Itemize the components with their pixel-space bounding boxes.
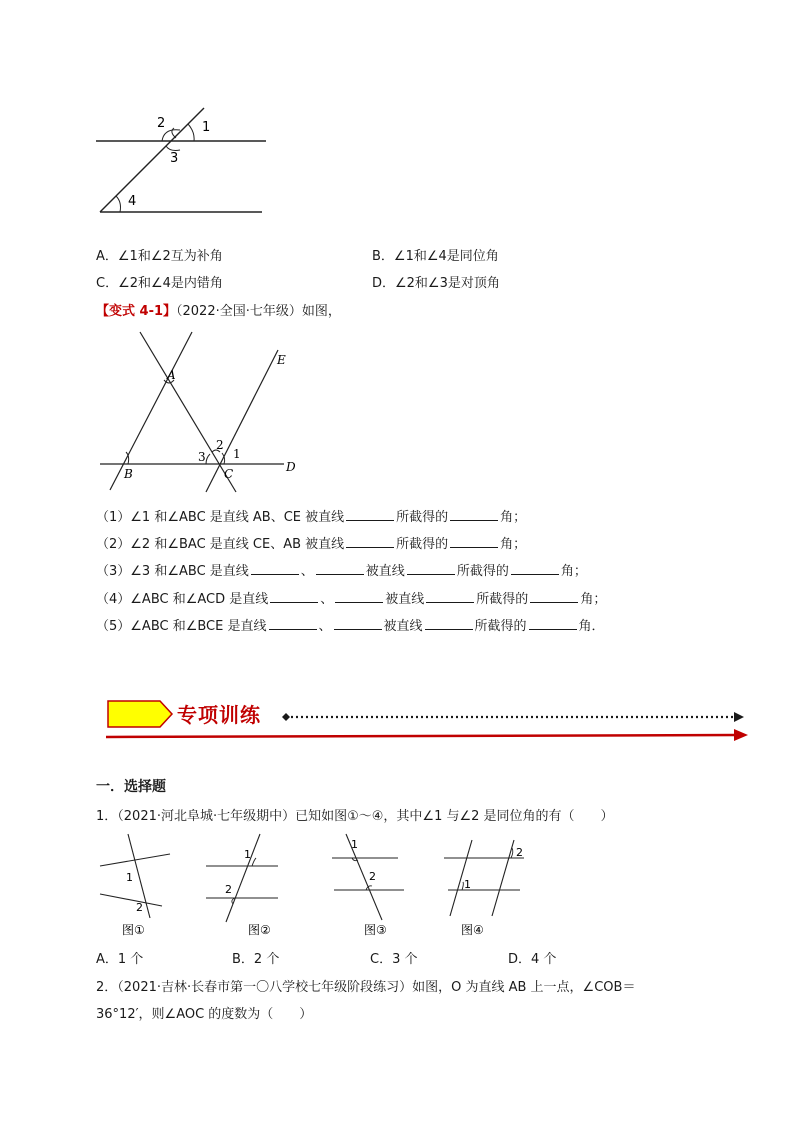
option-c: C．∠2和∠4是内错角 — [96, 276, 223, 291]
answer-blank[interactable] — [425, 617, 473, 630]
angle-arc-1 — [188, 124, 194, 141]
line-ab — [110, 332, 192, 490]
angle-arc-4 — [116, 196, 121, 212]
q1-caption-4: 图④ — [461, 923, 484, 937]
q1-fig1-label-2: 2 — [136, 901, 143, 914]
fig1-label-2: 2 — [157, 116, 166, 131]
fill-text: 所截得的 — [396, 510, 449, 525]
transversal-line — [100, 108, 204, 212]
fill-text: 被直线 — [365, 564, 405, 579]
fill-text: （5）∠ABC 和∠BCE 是直线 — [96, 619, 267, 634]
fill-text: 被直线 — [385, 592, 425, 607]
figure-triangle-lines — [96, 330, 306, 495]
fig2-label-1: 1 — [233, 447, 241, 461]
fill-text: 所截得的 — [476, 592, 529, 607]
answer-blank[interactable] — [530, 590, 578, 603]
answer-blank[interactable] — [346, 535, 394, 548]
fill-text: 角； — [500, 537, 527, 552]
q1-option-b: B．2 个 — [232, 952, 280, 967]
fill-text: 角． — [578, 619, 605, 634]
fill-text: 、 — [320, 592, 334, 607]
q1-figure-2 — [206, 834, 278, 922]
option-b: B．∠1和∠4是同位角 — [372, 249, 499, 264]
section-heading: 一．选择题 — [96, 779, 166, 795]
fig2-label-d: D — [286, 460, 296, 474]
answer-blank[interactable] — [346, 508, 394, 521]
q1-fig1-label-1: 1 — [126, 871, 133, 884]
q2-stem-line-2: 36°12′，则∠AOC 的度数为（ ） — [96, 1007, 313, 1022]
fig2-label-e: E — [277, 353, 286, 367]
q1-figure-4 — [444, 840, 524, 916]
fig1-label-1: 1 — [202, 120, 211, 135]
variant-heading — [96, 300, 341, 319]
fig2-label-3: 3 — [198, 450, 206, 464]
fig2-label-a: A — [167, 368, 176, 382]
answer-blank[interactable] — [335, 590, 383, 603]
fill-line-1 — [96, 506, 526, 525]
option-a: A．∠1和∠2互为补角 — [96, 249, 223, 264]
answer-blank[interactable] — [251, 562, 299, 575]
answer-blank[interactable] — [269, 617, 317, 630]
fill-text: 角； — [500, 510, 527, 525]
answer-blank[interactable] — [407, 562, 455, 575]
fill-text: 被直线 — [383, 619, 423, 634]
answer-blank[interactable] — [450, 535, 498, 548]
fill-text: 角； — [560, 564, 587, 579]
fill-text: 、 — [300, 564, 314, 579]
line-ac — [140, 332, 236, 492]
fill-text: 角； — [580, 592, 607, 607]
q1-figures — [96, 830, 536, 942]
q1-stem: 1．（2021·河北阜城·七年级期中）已知如图①～④，其中∠1 与∠2 是同位角的有（ ） — [96, 809, 614, 824]
q1-fig4-label-2: 2 — [516, 846, 523, 859]
fill-text: （2）∠2 和∠BAC 是直线 CE、AB 被直线 — [96, 537, 345, 552]
line-ce — [206, 350, 278, 492]
fig2-label-2: 2 — [216, 438, 224, 452]
q1-caption-1: 图① — [122, 923, 145, 937]
fill-line-3 — [96, 560, 587, 579]
answer-blank[interactable] — [529, 617, 577, 630]
banner-dotted-arrowhead — [734, 712, 744, 722]
q1-fig2-label-2: 2 — [225, 883, 232, 896]
q2-stem-line-1: 2．（2021·吉林·长春市第一〇八学校七年级阶段练习）如图，O 为直线 AB 上一点，∠COB＝ — [96, 980, 636, 995]
figure-parallel-transversal — [90, 100, 280, 220]
fig2-label-b: B — [124, 467, 133, 481]
q1-fig3-label-2: 2 — [369, 870, 376, 883]
q1-caption-2: 图② — [248, 923, 271, 937]
fig1-label-3: 3 — [170, 151, 179, 166]
fill-text: （3）∠3 和∠ABC 是直线 — [96, 564, 249, 579]
q1-caption-3: 图③ — [364, 923, 387, 937]
q1-fig3-label-1: 1 — [351, 838, 358, 851]
fill-line-4 — [96, 588, 606, 607]
answer-blank[interactable] — [511, 562, 559, 575]
q1-option-c: C．3 个 — [370, 952, 418, 967]
variant-tag: 【变式 4-1】 — [96, 304, 177, 319]
angle-arc-c3 — [206, 454, 210, 464]
angle-arc-3 — [166, 146, 180, 151]
banner-arrow-tab — [108, 701, 172, 727]
fill-line-2 — [96, 533, 526, 552]
banner-red-line — [106, 735, 738, 737]
answer-blank[interactable] — [426, 590, 474, 603]
fill-text: 所截得的 — [396, 537, 449, 552]
q1-option-d: D．4 个 — [508, 952, 557, 967]
variant-source: （2022·全国·七年级）如图， — [176, 304, 341, 319]
fig2-label-c: C — [224, 467, 234, 481]
q1-option-a: A．1 个 — [96, 952, 144, 967]
fill-text: （1）∠1 和∠ABC 是直线 AB、CE 被直线 — [96, 510, 345, 525]
q1-figure-1 — [100, 834, 170, 918]
banner-dot-diamond — [282, 713, 290, 721]
answer-blank[interactable] — [316, 562, 364, 575]
fill-line-5 — [96, 615, 605, 634]
q1-fig2-label-1: 1 — [244, 848, 251, 861]
answer-blank[interactable] — [334, 617, 382, 630]
answer-blank[interactable] — [270, 590, 318, 603]
fill-text: （4）∠ABC 和∠ACD 是直线 — [96, 592, 269, 607]
option-d: D．∠2和∠3是对顶角 — [372, 276, 500, 291]
fill-text: 、 — [318, 619, 332, 634]
banner-red-arrowhead — [734, 729, 748, 741]
fig1-label-4: 4 — [128, 194, 137, 209]
fill-text: 所截得的 — [456, 564, 509, 579]
banner-title: 专项训练 — [177, 703, 261, 727]
q1-fig4-label-1: 1 — [464, 878, 471, 891]
answer-blank[interactable] — [450, 508, 498, 521]
fill-text: 所截得的 — [474, 619, 527, 634]
q1-figure-3 — [332, 834, 404, 920]
